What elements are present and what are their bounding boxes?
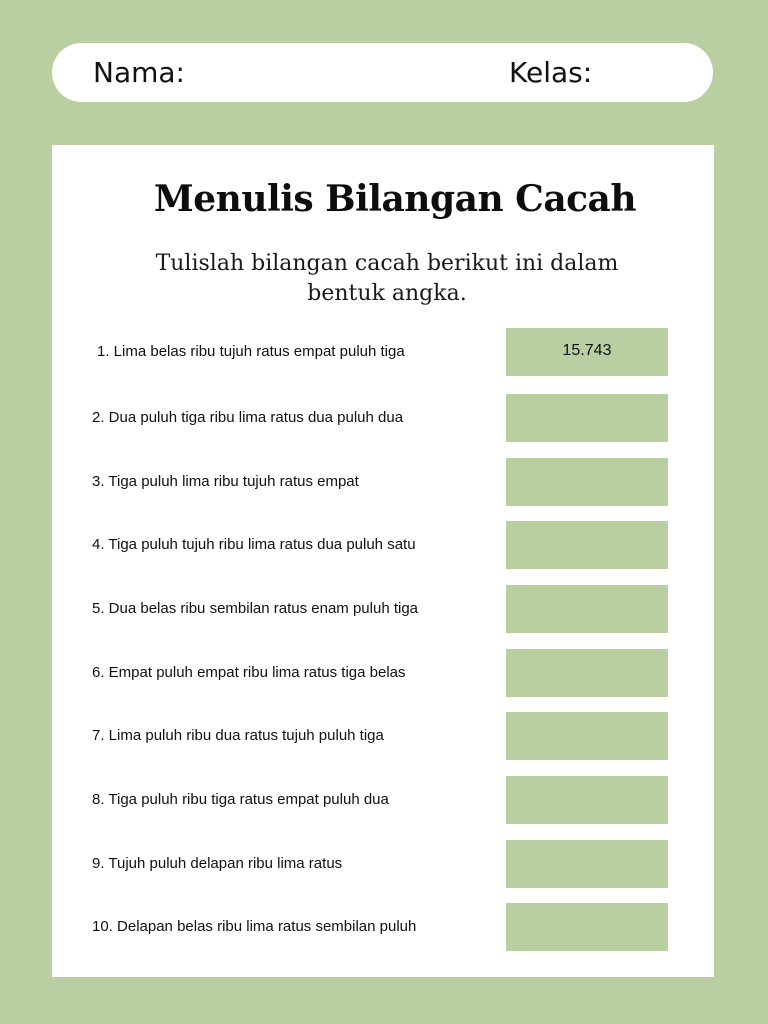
name-label: Nama: (93, 56, 185, 89)
question-text: 9. Tujuh puluh delapan ribu lima ratus (92, 855, 343, 872)
answer-box[interactable] (506, 394, 668, 442)
answer-box[interactable] (506, 840, 668, 888)
question-text: 2. Dua puluh tiga ribu lima ratus dua puluh dua (92, 409, 404, 426)
answer-box[interactable]: 15.743 (506, 328, 668, 376)
question-row (52, 394, 714, 442)
question-row (52, 458, 714, 506)
answer-box[interactable] (506, 776, 668, 824)
question-text: 4. Tiga puluh tujuh ribu lima ratus dua puluh satu (92, 536, 416, 553)
answer-box[interactable] (506, 521, 668, 569)
question-row (52, 712, 714, 760)
answer-box[interactable] (506, 585, 668, 633)
answer-box[interactable] (506, 712, 668, 760)
answer-box[interactable] (506, 458, 668, 506)
question-row (52, 840, 714, 888)
question-text: 6. Empat puluh empat ribu lima ratus tiga belas (92, 664, 406, 681)
question-row (52, 328, 714, 376)
question-text: 10. Delapan belas ribu lima ratus sembilan puluh (92, 918, 417, 935)
class-label: Kelas: (509, 56, 593, 89)
student-info-header (52, 43, 713, 102)
question-row (52, 649, 714, 697)
worksheet-card (52, 145, 714, 977)
question-text: 8. Tiga puluh ribu tiga ratus empat puluh dua (92, 791, 389, 808)
answer-box[interactable] (506, 903, 668, 951)
answer-box[interactable] (506, 649, 668, 697)
question-text: 7. Lima puluh ribu dua ratus tujuh puluh tiga (92, 727, 384, 744)
worksheet-instruction: Tulislah bilangan cacah berikut ini dalam bentuk angka. (155, 251, 619, 306)
question-text: 5. Dua belas ribu sembilan ratus enam puluh tiga (92, 600, 419, 617)
worksheet-title: Menulis Bilangan Cacah (153, 178, 637, 220)
question-text: 1. Lima belas ribu tujuh ratus empat puluh tiga (97, 343, 405, 360)
question-row (52, 776, 714, 824)
question-row (52, 585, 714, 633)
question-row (52, 521, 714, 569)
question-text: 3. Tiga puluh lima ribu tujuh ratus empat (92, 473, 359, 490)
question-row (52, 903, 714, 951)
